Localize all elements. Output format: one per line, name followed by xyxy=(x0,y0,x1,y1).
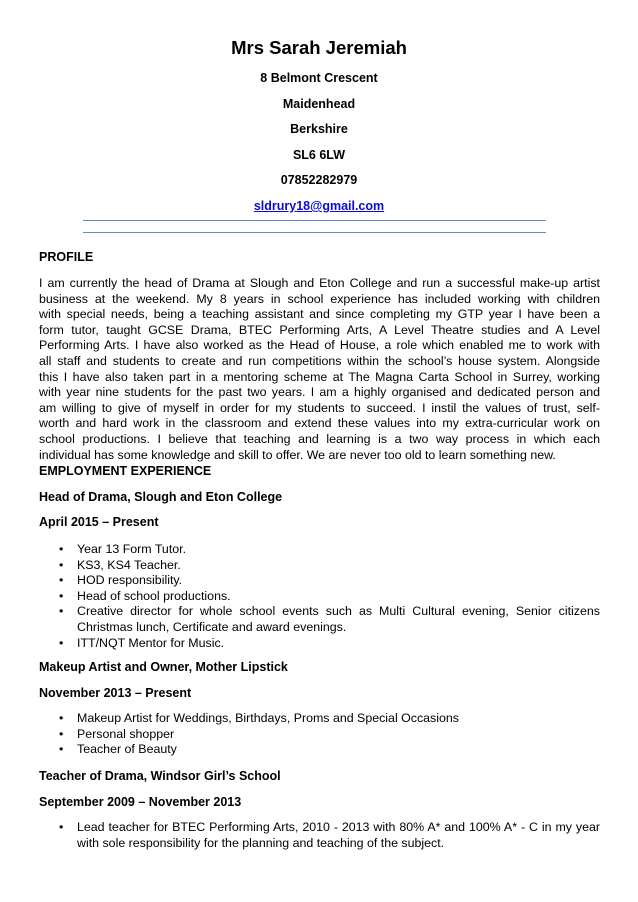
list-item: • Creative director for whole school events such as Multi Cultural evening, Senior citizens Christmas lunch, Certificate and award evenings. xyxy=(59,604,600,634)
job-title: Teacher of Drama, Windsor Girl’s School xyxy=(39,769,281,783)
bullet-dot-icon: • xyxy=(59,726,64,741)
profile-line: with special needs, being a teaching assistant and since completing my GTP year I have been a xyxy=(39,307,600,322)
header-divider-top xyxy=(83,220,546,221)
bullet-dot-icon: • xyxy=(59,573,64,588)
bullet-dot-icon: • xyxy=(59,742,64,757)
bullet-dot-icon: • xyxy=(59,604,64,619)
profile-line: school productions. I believe that teaching and learning is a two way process in which each xyxy=(39,431,600,446)
profile-line: am willing to give of myself in order for my students to succeed. I instil the values of trust, self- xyxy=(39,400,600,415)
profile-line: Performing Arts. I have also worked as the Head of House, a role which enabled me to work with xyxy=(39,338,600,353)
profile-paragraph xyxy=(39,276,600,463)
job-title: Makeup Artist and Owner, Mother Lipstick xyxy=(39,660,288,674)
bullet-dot-icon: • xyxy=(59,820,64,834)
list-item: • Personal shopper xyxy=(59,726,175,741)
candidate-name: Mrs Sarah Jeremiah xyxy=(231,37,407,58)
profile-line: I am currently the head of Drama at Slough and Eton College and run a successful make-up artist xyxy=(39,276,600,290)
list-item: • Makeup Artist for Weddings, Birthdays, Proms and Special Occasions xyxy=(59,711,459,725)
list-item: • ITT/NQT Mentor for Music. xyxy=(59,635,225,650)
job-bullet-list xyxy=(39,820,600,851)
job-dates: April 2015 – Present xyxy=(39,515,159,529)
job-dates: September 2009 – November 2013 xyxy=(39,795,242,809)
profile-line: all staff and students to create and run competitions within the school’s house system. Alongside xyxy=(39,353,600,368)
address-line-2: Maidenhead xyxy=(282,97,356,111)
email-link[interactable]: sldrury18@gmail.com xyxy=(253,199,385,213)
job-bullet-list xyxy=(39,542,600,651)
profile-heading: PROFILE xyxy=(39,250,94,264)
list-item: • KS3, KS4 Teacher. xyxy=(59,557,181,572)
header-divider-bottom xyxy=(83,232,546,233)
profile-line: individual has some knowledge and skill to offer. We are never too old to learn something new. xyxy=(39,447,556,462)
profile-line: business at the weekend. My 8 years in school experience has included working with children xyxy=(39,291,600,306)
list-item: • Head of school productions. xyxy=(59,588,231,603)
profile-line: worth and hard work in the classroom and extend these values into my extra-curricular work on xyxy=(39,416,600,431)
bullet-dot-icon: • xyxy=(59,588,64,603)
list-item: • HOD responsibility. xyxy=(59,573,183,588)
list-item: • Lead teacher for BTEC Performing Arts, 2010 - 2013 with 80% A* and 100% A* - C in my year with sole responsibility for the planning and teaching of the subject. xyxy=(59,820,600,850)
bullet-dot-icon: • xyxy=(59,711,64,725)
job-bullet-list xyxy=(39,711,600,758)
list-item: • Year 13 Form Tutor. xyxy=(59,542,187,556)
employment-heading: EMPLOYMENT EXPERIENCE xyxy=(39,464,212,478)
job-dates: November 2013 – Present xyxy=(39,686,192,700)
profile-line: this I have also taken part in a mentoring scheme at The Magna Carta School in Surrey, working xyxy=(39,369,600,384)
bullet-dot-icon: • xyxy=(59,557,64,572)
address-line-1: 8 Belmont Crescent xyxy=(260,71,378,85)
phone-number: 07852282979 xyxy=(280,173,358,187)
postcode: SL6 6LW xyxy=(292,148,346,162)
bullet-dot-icon: • xyxy=(59,635,64,650)
bullet-dot-icon: • xyxy=(59,542,64,556)
profile-line: with year nine students for the past two years. I am a highly organised and dedicated person and xyxy=(39,385,600,400)
job-title: Head of Drama, Slough and Eton College xyxy=(39,490,283,504)
profile-line: form tutor, taught GCSE Drama, BTEC Performing Arts, A Level Theatre studies and A Level xyxy=(39,322,600,337)
list-item: • Teacher of Beauty xyxy=(59,742,177,757)
address-line-3: Berkshire xyxy=(290,122,348,136)
